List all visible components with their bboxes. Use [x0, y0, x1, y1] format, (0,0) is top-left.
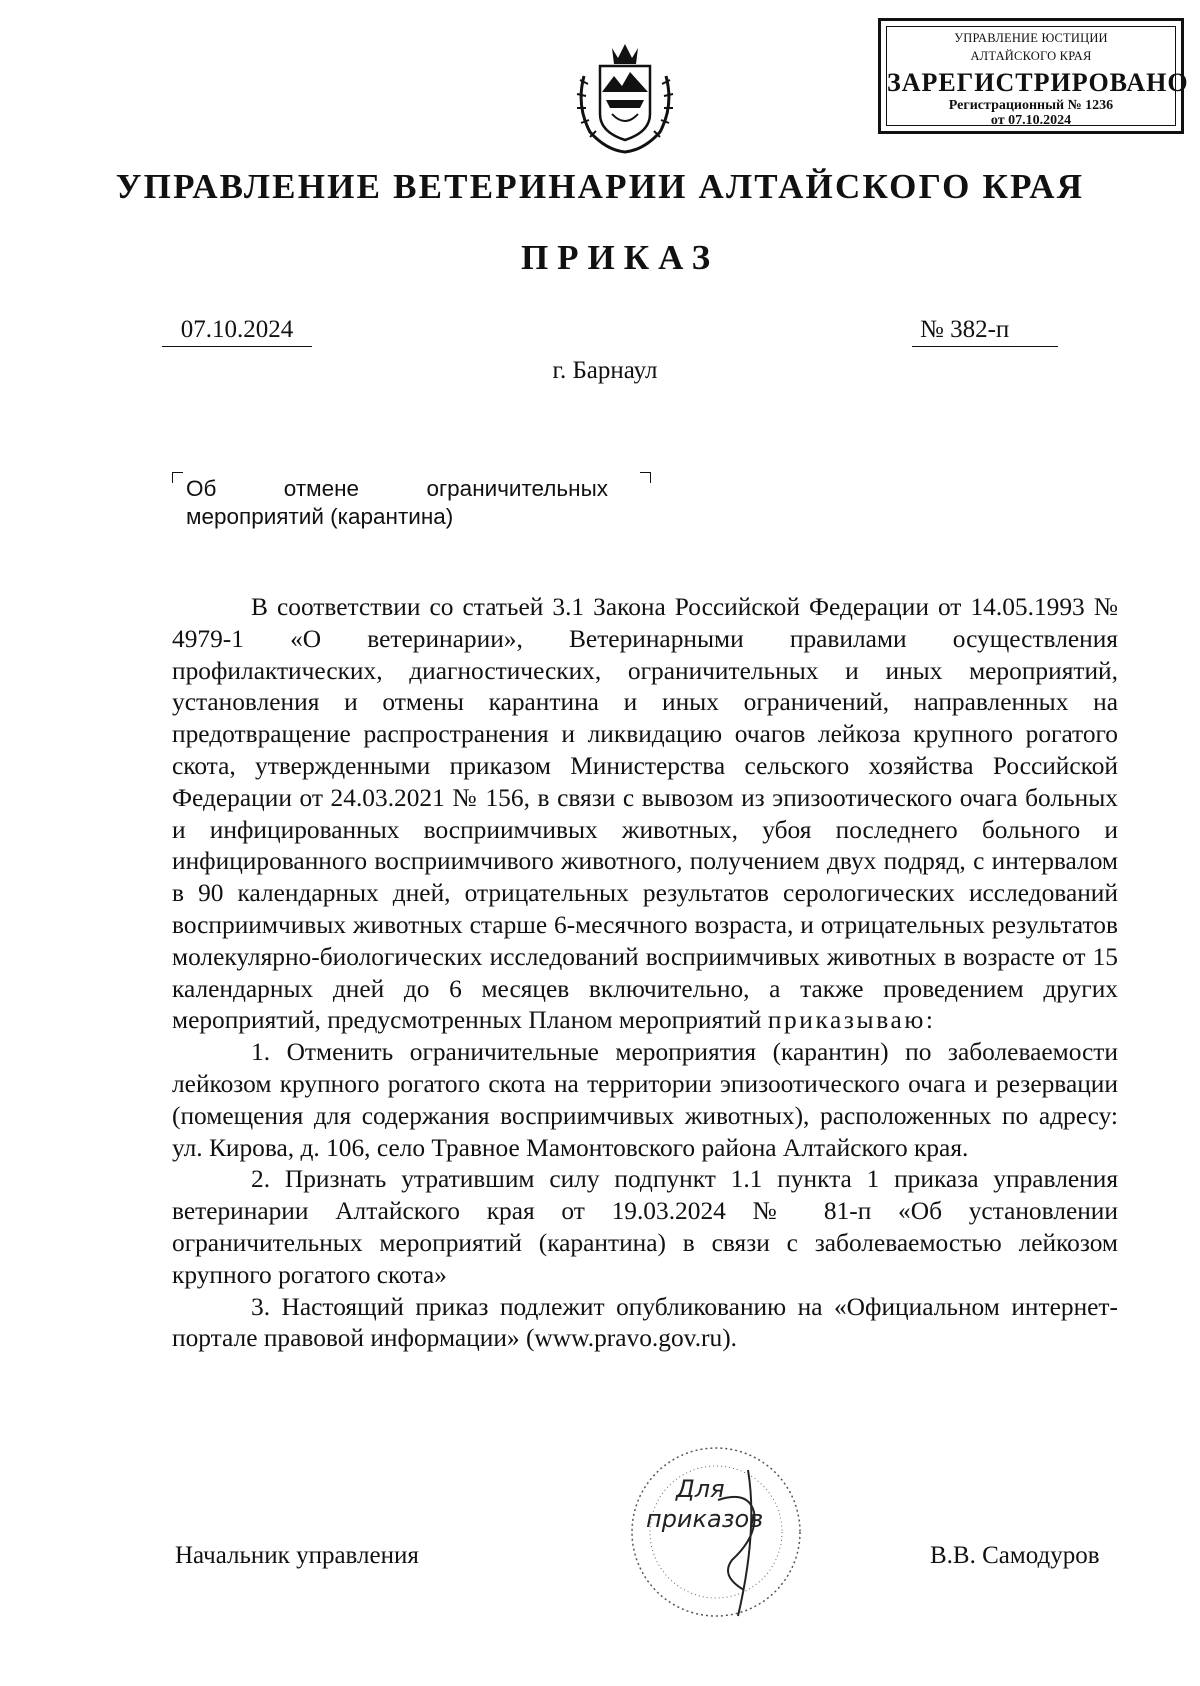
order-body — [172, 592, 1118, 1355]
subject-bracket-right — [640, 472, 651, 483]
stamp-org-line-2: АЛТАЙСКОГО КРАЯ — [970, 49, 1092, 63]
stamp-title: ЗАРЕГИСТРИРОВАНО — [887, 68, 1189, 97]
stamp-org-line: УПРАВЛЕНИЕ ЮСТИЦИИ — [954, 31, 1108, 45]
subject-bracket-left — [172, 472, 183, 483]
signatory-name: В.В. Самодуров — [930, 1542, 1100, 1569]
preamble-paragraph — [172, 592, 1118, 1037]
registration-stamp — [878, 18, 1189, 134]
subject-line-2: мероприятий (карантина) — [186, 504, 454, 529]
registration-stamp-inner-frame — [886, 26, 1189, 128]
subject-line-1: Об отмене ограничительных — [186, 476, 608, 501]
handwritten-line-1: Для — [676, 1475, 725, 1503]
order-number: № 382-п — [912, 316, 1058, 347]
preamble-text: В соответствии со статьей 3.1 Закона Российской Федерации от 14.05.1993 № 4979-1 «О ветеринарии», Ветеринарными правилами осуществления профилактических, диагностических, ограничительных и иных мероприятий, установления и отмены карантина и иных ограничений, направленных на предотвращение распространения и ликвидацию очагов лейкоза крупного рогатого скота, утвержденными приказом Министерства сельского хозяйства Российской Федерации от 24.03.2021 № 156, в связи с вывозом из эпизоотического очага больных и инфицированных восприимчивых животных, убоя последнего больного и инфицированного восприимчивого животного, получением двух подряд, с интервалом в 90 календарных дней, отрицательных результатов серологических исследований восприимчивых животных старше 6-месячного возраста, и отрицательных результатов молекулярно-биологических исследований восприимчивых животных в возрасте от 15 календарных дней до 6 месяцев включительно, а также проведением других мероприятий, предусмотренных Планом мероприятий — [172, 593, 1118, 1035]
order-word: приказываю: — [767, 1006, 936, 1035]
order-item: 1. Отменить ограничительные мероприятия (карантин) по заболеваемости лейкозом крупного рогатого скота на территории эпизоотического очага и резервации (помещения для содержания восприимчивых животных), расположенных по адресу: ул. Кирова, д. 106, село Травное Мамонтовского района Алтайского края. — [172, 1038, 1118, 1162]
order-date: 07.10.2024 — [162, 316, 312, 347]
city: г. Барнаул — [552, 357, 658, 384]
signatory-position: Начальник управления — [175, 1542, 419, 1569]
handwritten-line-2: приказов — [646, 1505, 764, 1533]
handwritten-note — [646, 1474, 763, 1534]
document-type: ПРИКАЗ — [520, 238, 720, 277]
stamp-reg-number: Регистрационный № 1236 — [948, 98, 1114, 113]
organization-title: УПРАВЛЕНИЕ ВЕТЕРИНАРИИ АЛТАЙСКОГО КРАЯ — [115, 167, 1085, 206]
order-subject — [186, 475, 608, 531]
order-item: 3. Настоящий приказ подлежит опубликованию на «Официальном интернет-портале правовой информации» (www.pravo.gov.ru). — [172, 1292, 1118, 1353]
stamp-reg-date: от 07.10.2024 — [990, 113, 1072, 128]
order-item: 2. Признать утратившим силу подпункт 1.1 пункта 1 приказа управления ветеринарии Алтайского края от 19.03.2024 № 81-п «Об установлении ограничительных мероприятий (карантина) в связи с заболеваемостью лейкозом крупного рогатого скота» — [172, 1165, 1118, 1289]
coat-of-arms-emblem — [566, 36, 684, 156]
